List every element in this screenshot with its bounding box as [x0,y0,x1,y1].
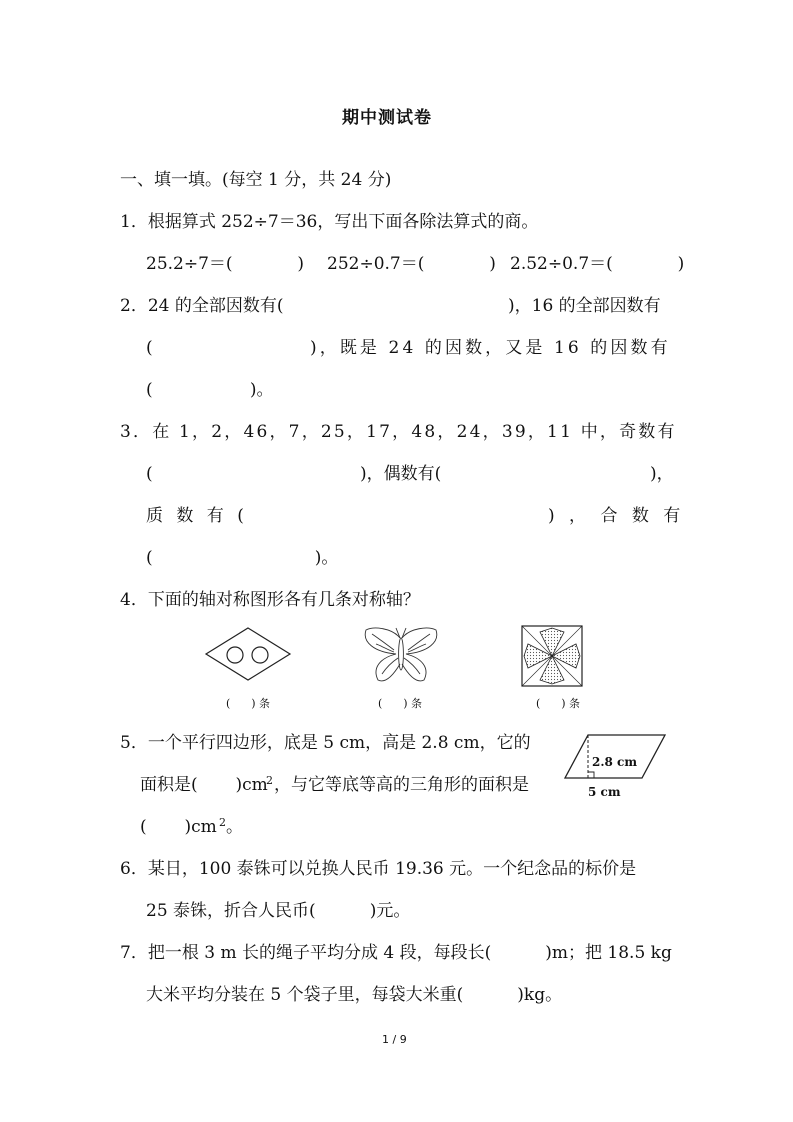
question-2-line3: ( )。 [146,380,274,400]
page-number: 1 / 9 [382,1033,407,1046]
question-6-line1: 6．某日，100 泰铢可以兑换人民币 19.36 元。一个纪念品的标价是 [120,859,637,879]
question-5-line2-start: 面积是( )cm [140,775,268,795]
question-7-line2: 大米平均分装在 5 个袋子里，每袋大米重( )kg。 [146,985,563,1005]
question-1-item-b: 252÷0.7＝( ) [327,254,496,274]
question-3-line1: 3．在 1，2，46，7，25，17，48，24，39，11 中，奇数有 [120,422,677,442]
question-5-line3-end: 。 [226,817,243,837]
question-1-stem: 1．根据算式 252÷7＝36，写出下面各除法算式的商。 [120,212,539,232]
question-3-line3-end: ) ， 合 数 有 [548,506,685,526]
question-3-line2-end: )， [650,464,674,484]
question-3-line2-mid: )，偶数有( [360,464,442,484]
question-2-line2-start: ( [146,338,153,358]
question-5-line1: 5．一个平行四边形，底是 5 cm，高是 2.8 cm，它的 [120,733,531,753]
figure-2-blank: ( ) 条 [378,697,423,710]
question-5-line2-end: ，与它等底等高的三角形的面积是 [274,775,529,795]
question-2-line1-end: )，16 的全部因数有 [508,296,661,316]
question-2-line1-start: 2．24 的全部因数有( [120,296,284,316]
question-3-line3-start: 质 数 有 ( [146,506,248,526]
question-4-stem: 4．下面的轴对称图形各有几条对称轴？ [120,590,420,610]
question-2-line2-end: )，既是 24 的因数，又是 16 的因数有 [310,338,671,358]
question-6-line2: 25 泰铢，折合人民币( )元。 [146,901,411,921]
question-3-line2-start: ( [146,464,153,484]
page-title: 期中测试卷 [342,108,432,128]
figure-base-label: 5 cm [588,785,621,799]
butterfly-figure [360,624,442,688]
figure-1-blank: ( ) 条 [226,697,271,710]
question-3-line4: ( )。 [146,548,339,568]
figure-3-blank: ( ) 条 [536,697,581,710]
square-pinwheel-figure [520,624,584,688]
rhombus-figure [200,620,296,692]
question-1-item-a: 25.2÷7＝( ) [146,254,305,274]
question-1-item-c: 2.52÷0.7＝( ) [510,254,685,274]
section-heading: 一、填一填。(每空 1 分，共 24 分) [120,170,392,190]
question-5-line3: ( )cm [140,817,217,837]
figure-height-label: 2.8 cm [592,755,638,769]
question-7-line1: 7．把一根 3 m 长的绳子平均分成 4 段，每段长( )m；把 18.5 kg [120,943,672,963]
question-5-line3-superscript: 2 [219,816,226,829]
question-5-superscript: 2 [266,774,273,787]
